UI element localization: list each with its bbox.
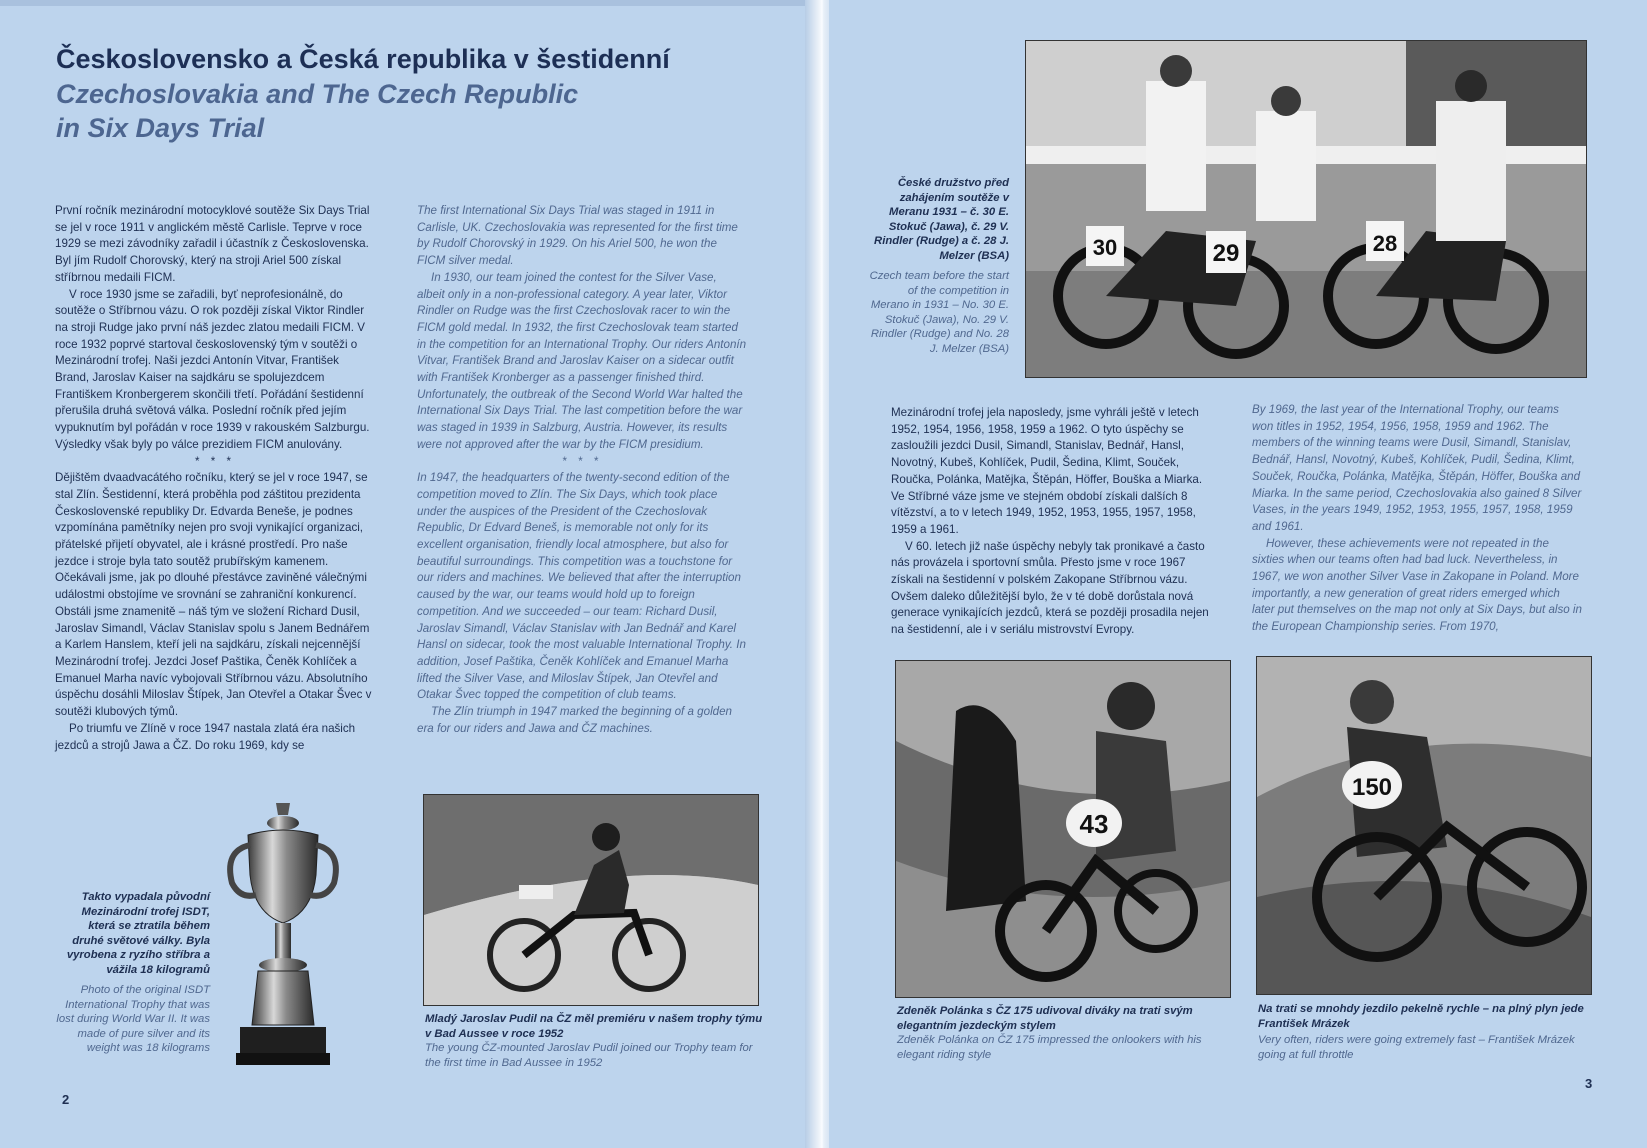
photo-czech-team-1931 — [1025, 40, 1587, 378]
paragraph: In 1930, our team joined the contest for the Silver Vase, albeit only in a non-professional category. A year later, Viktor Rindler on Rudge was the first Czechoslovak racer to win the FICM gold medal. In 1932, the first Czechoslovak team started in the competition for an International Trophy. Our riders Antonín Vitvar, František Brand and Jaroslav Kaiser on a sidecar outfit with František Kronberger as a passenger finished third. Unfortunately, the outbreak of the Second World War halted the International Six Days Trial. The last competition before the war was staged in 1939 in Salzburg, Austria. However, its results were not approved after the war by the FICM presidium. — [417, 270, 747, 451]
caption-english: The young ČZ-mounted Jaroslav Pudil joined our Trophy team for the first time in Bad Aussee in 1952 — [425, 1042, 753, 1069]
title-czech: Československo a Česká republika v šestidenní — [56, 44, 670, 74]
left-column-english — [417, 203, 747, 738]
race-number: 28 — [1372, 231, 1398, 256]
paragraph: V roce 1930 jsme se zařadili, byť neprofesionálně, do soutěže o Stříbrnou vázu. O rok později získal Viktor Rindler na stroji Rudge jako první náš jezdec zlatou medaili FICM. V roce 1932 poprvé startoval československý tým v soutěži o Mezinárodní trofej. Naši jezdci Antonín Vitvar, František Brand, Jaroslav Kaiser na sajdkáru se spolujezdcem Františkem Kronbergerem skončili třetí. Pořádání šestidenní přerušila druhá světová válka. Poslední ročník před jejím vypuknutím byl pořádán v roce 1939 v rakouském Salzburgu. Výsledky však byly po válce prezidiem FICM anulovány. — [55, 287, 370, 451]
caption-english: Czech team before the start of the competition in Merano in 1931 – No. 30 E. Stokuč (Jawa), No. 29 V. Rindler (Rudge) and No. 28 J. Melzer (BSA) — [869, 270, 1009, 355]
paragraph: Mezinárodní trofej jela naposledy, jsme vyhráli ještě v letech 1952, 1954, 1956, 1958, 1959 a 1962. O tyto úspěchy se zasloužili jezdci Dusil, Simandl, Stanislav, Bednář, Hansl, Novotný, Kubeš, Kohlíček, Pudil, Šedina, Klimt, Souček, Roučka, Polánka, Matějka, Štěpán, Höffer, Bouška a Miarka. Ve Stříbrné váze jsme ve stejném období získali dalších 8 vítězství, a to v letech 1949, 1952, 1953, 1955, 1957, 1958, 1959 a 1961. — [891, 406, 1203, 536]
title-english: Czechoslovakia and The Czech Republic in Six Days Trial — [56, 79, 579, 143]
left-page — [0, 0, 818, 1148]
mrazek-caption — [1258, 1002, 1588, 1062]
right-page — [829, 0, 1647, 1148]
trophy-image — [218, 795, 348, 1070]
polanka-caption — [897, 1004, 1237, 1062]
paragraph: Dějištěm dvaadvacátého ročníku, který se jel v roce 1947, se stal Zlín. Šestidenní, která proběhla pod záštitou prezidenta Československé republiky Dr. Edvarda Beneše, je podnes vzpomínána pamětníky nejen pro svoji vynikající organizaci, přátelské přijetí obyvatel, ale i krásné prostředí. Pro naše jezdce i stroje byla tato soutěž prubířským kamenem. Očekávali jsme, jak po dlouhé přestávce zaviněné válečnými událostmi obstojíme ve srovnání se zahraniční konkurencí. Obstáli jsme znamenitě – náš tým ve složení Richard Dusil, Jaroslav Simandl, Václav Stanislav spolu s Janem Bednářem a Karlem Hanslem, kteří jeli na sajdkáru, získali nejcennější Mezinárodní trofej. Jezdci Josef Paštika, Čeněk Kohlíček a Emanuel Marha navíc vybojovali Stříbrnou vázu. Absolutního úspěchu dosáhli Miloslav Štípek, Jan Otevřel a Otakar Švec v soutěži klubových týmů. — [55, 471, 372, 719]
paragraph: Po triumfu ve Zlíně v roce 1947 nastala zlatá éra našich jezdců a strojů Jawa a ČZ. Do roku 1969, kdy se — [55, 721, 356, 752]
paragraph: By 1969, the last year of the International Trophy, our teams won titles in 1952, 1954, 1956, 1958, 1959 and 1962. The members of the winning teams were Dusil, Simandl, Stanislav, Bednář, Hansl, Novotný, Kubeš, Kohlíček, Pudil, Šedina, Klimt, Souček, Roučka, Polánka, Matějka, Štěpán, Höffer, Bouška and Miarka. In the same period, Czechoslovakia also gained 8 Silver Vases, in the years 1949, 1952, 1953, 1955, 1957, 1958, 1959 and 1961. — [1252, 403, 1582, 533]
race-number: 29 — [1212, 240, 1240, 267]
trophy-caption — [55, 890, 210, 1056]
caption-czech: Zdeněk Polánka s ČZ 175 udivoval diváky na trati svým elegantním jezdeckým stylem — [897, 1005, 1193, 1032]
photo-jaroslav-pudil — [423, 794, 759, 1006]
right-column-english — [1252, 402, 1582, 636]
photo-frantisek-mrazek — [1256, 656, 1592, 995]
paragraph: The first International Six Days Trial was staged in 1911 in Carlisle, UK. Czechoslovakia was represented for the first time by Rudolf Chorovský in 1929. On his Ariel 500, he won the FICM silver medal. — [417, 204, 738, 268]
page-number: 2 — [62, 1092, 70, 1107]
photo-zdenek-polanka — [895, 660, 1231, 998]
race-number: 30 — [1092, 235, 1118, 260]
left-column-czech — [55, 203, 375, 754]
right-column-czech — [891, 405, 1209, 639]
caption-czech: Mladý Jaroslav Pudil na ČZ měl premiéru v našem trophy týmu v Bad Aussee v roce 1952 — [425, 1013, 763, 1040]
paragraph: The Zlín triumph in 1947 marked the beginning of a golden era for our riders and Jawa and ČZ machines. — [417, 705, 732, 735]
paragraph: However, these achievements were not repeated in the sixties when our teams often had bad luck. Nevertheless, in 1967, we won another Silver Vase in Zakopane in Poland. More importantly, a new generation of great riders emerged which later put themselves on the map not only at Six Days, but also in the European Championship series. From 1970, — [1252, 536, 1582, 634]
paragraph: V 60. letech již naše úspěchy nebyly tak pronikavé a často nás provázela i sportovní smůla. Přesto jsme v roce 1967 získali na šestidenní v polském Zakopane Stříbrnou vázu. Ovšem daleko důležitější bylo, že v té době dorůstala nová generace vynikajících jezdců, která se později prosadila nejen na šestidenní, ale i v seriálu mistrovství Evropy. — [891, 539, 1209, 637]
team-caption — [869, 176, 1009, 356]
caption-english: Zdeněk Polánka on ČZ 175 impressed the onlookers with his elegant riding style — [897, 1034, 1202, 1061]
section-divider: * * * — [562, 454, 602, 468]
caption-czech: České družstvo před zahájením soutěže v Meranu 1931 – č. 30 E. Stokuč (Jawa), č. 29 V. Rindler (Rudge) a č. 28 J. Melzer (BSA) — [874, 177, 1009, 262]
section-divider: * * * — [195, 454, 235, 468]
running-header-band — [0, 0, 805, 6]
page-number: 3 — [1585, 1076, 1593, 1091]
caption-english: Very often, riders were going extremely fast – František Mrázek going at full throttle — [1258, 1034, 1575, 1061]
race-number: 150 — [1351, 774, 1393, 801]
caption-czech: Takto vypadala původní Mezinárodní trofej ISDT, která se ztratila během druhé světové války. Byla vyrobena z ryzího stříbra a vážila 18 kilogramů — [66, 891, 210, 976]
rider-caption — [425, 1012, 765, 1070]
caption-english: Photo of the original ISDT International Trophy that was lost during World War II. It was made of pure silver and its weight was 18 kilograms — [56, 984, 210, 1054]
race-number: 43 — [1079, 809, 1109, 839]
paragraph: In 1947, the headquarters of the twenty-second edition of the competition moved to Zlín. The Six Days, which took place under the auspices of the President of the Czechoslovak Republic, Dr Edvard Beneš, is memorable not only for its excellent organisation, friendly local atmosphere, but also for beautiful surroundings. This competition was a touchstone for our riders and machines. We believed that after the interruption caused by the war, our teams would hold up to foreign competition. And we succeeded – our team: Richard Dusil, Jaroslav Simandl, Václav Stanislav with Jan Bednář and Karel Hansl on sidecar, took the most valuable International Trophy. In addition, Josef Paštika, Čeněk Kohlíček and Emanuel Marha lifted the Silver Vase, and Miloslav Štípek, Jan Otevřel and Otakar Švec topped the competition of club teams. — [417, 471, 746, 702]
article-headline — [56, 44, 776, 145]
paragraph: První ročník mezinárodní motocyklové soutěže Six Days Trial se jel v roce 1911 v anglickém městě Carlisle. Teprve v roce 1929 se mezi závodníky zařadil i účastník z Československa. Byl jím Rudolf Chorovský, který na stroji Ariel 500 získal stříbrnou medaili FICM. — [55, 204, 370, 284]
caption-czech: Na trati se mnohdy jezdilo pekelně rychle – na plný plyn jede František Mrázek — [1258, 1003, 1584, 1030]
